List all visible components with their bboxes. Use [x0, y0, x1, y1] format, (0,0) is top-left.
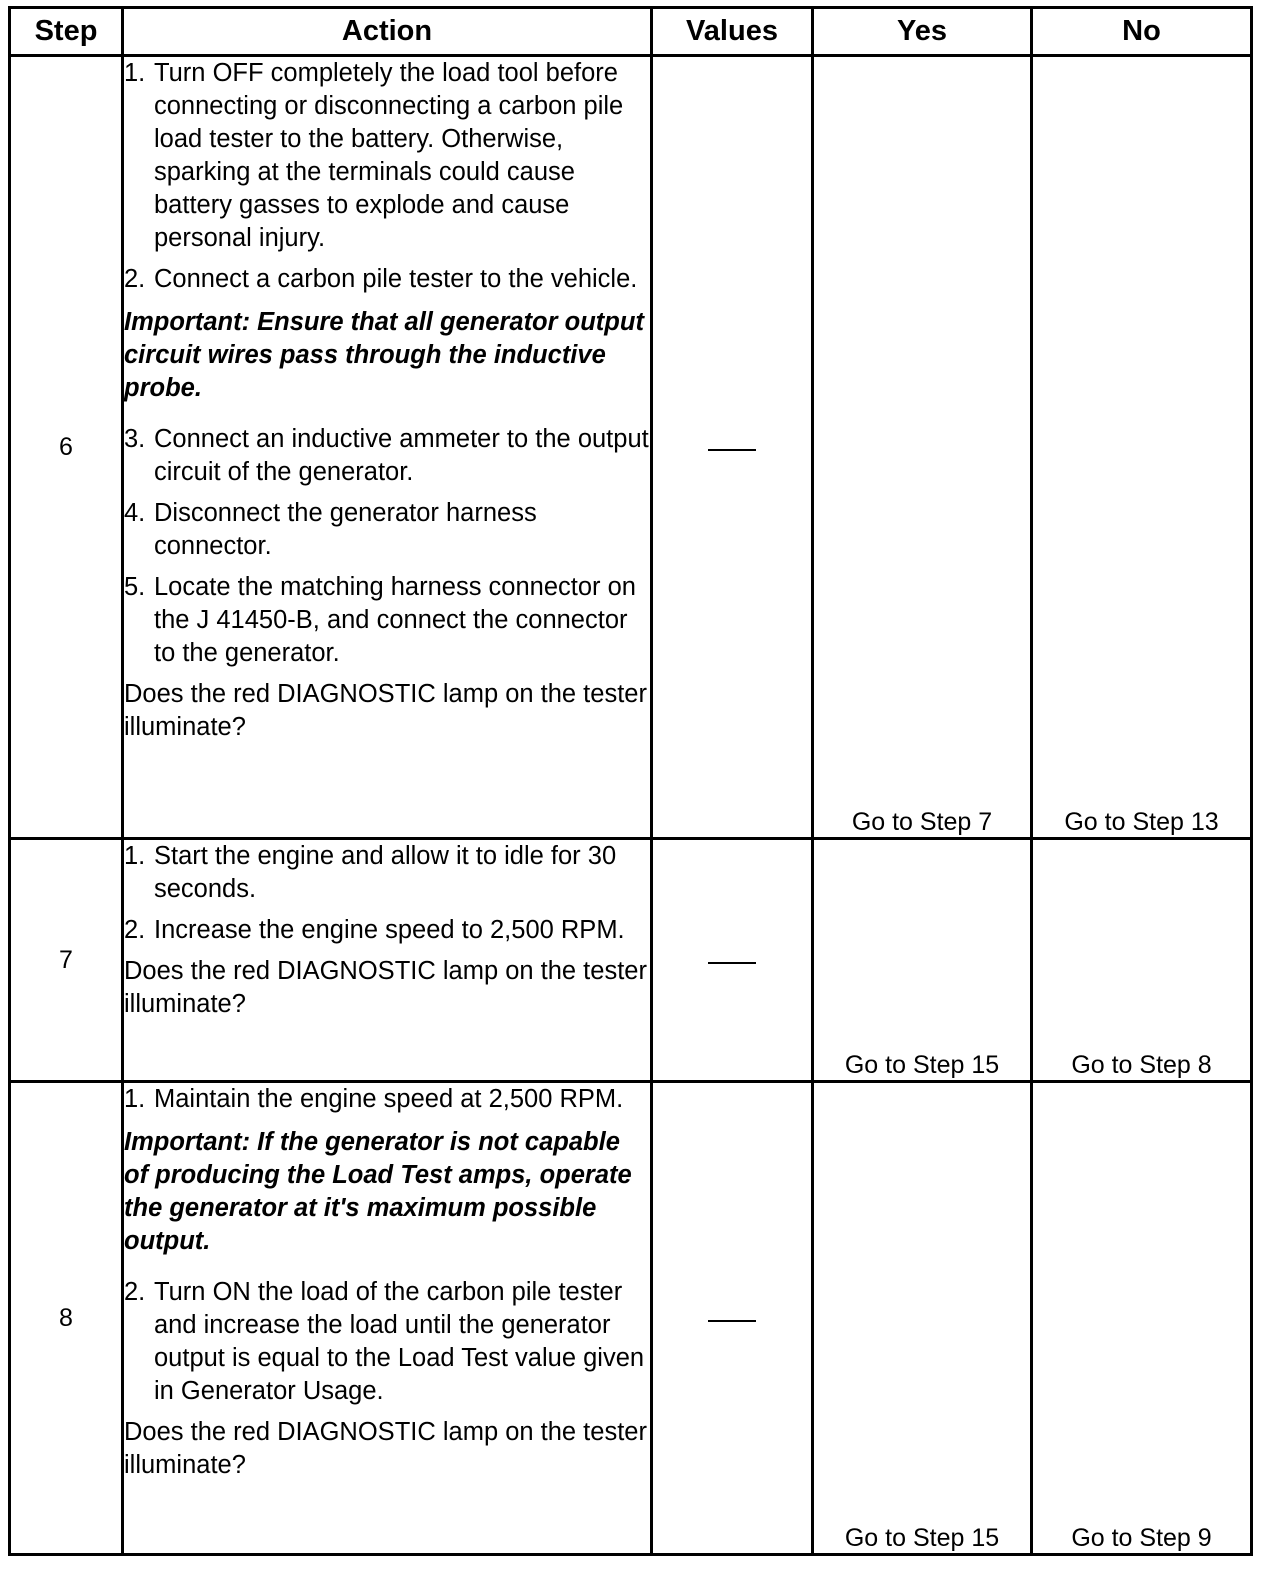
action-item: 1. Start the engine and allow it to idle for 30 seconds. [124, 842, 617, 903]
step-number: 6 [10, 56, 123, 839]
action-item: 2. Connect a carbon pile tester to the vehicle. [124, 265, 638, 293]
action-cell [123, 56, 652, 839]
values-cell [652, 56, 813, 839]
action-item: 1. Turn OFF completely the load tool before connecting or disconnecting a carbon pile load tester to the battery. Otherwise, sparking at the terminals could cause battery gasses to explode and cause personal injury. [124, 59, 624, 252]
action-item: 3. Connect an inductive ammeter to the output circuit of the generator. [124, 425, 649, 486]
dash-mark [708, 449, 756, 451]
header-values: Values [652, 8, 813, 56]
header-yes: Yes [813, 8, 1032, 56]
dash-mark [708, 1320, 756, 1322]
important-note: Important: Ensure that all generator output circuit wires pass through the inductive probe. [124, 308, 644, 402]
diagnostic-table [8, 6, 1253, 1556]
action-item: 5. Locate the matching harness connector on the J 41450-B, and connect the connector to the generator. [124, 573, 636, 667]
header-row [10, 8, 1252, 56]
question-text: Does the red DIAGNOSTIC lamp on the tester illuminate? [124, 957, 647, 1018]
action-list [124, 1276, 650, 1408]
table-row-step-7 [10, 839, 1252, 1082]
table-row-step-6 [10, 56, 1252, 839]
yes-cell: Go to Step 15 [813, 839, 1032, 1082]
action-item: 4. Disconnect the generator harness connector. [124, 499, 537, 560]
question-text: Does the red DIAGNOSTIC lamp on the tester illuminate? [124, 1418, 647, 1479]
action-list [124, 423, 650, 670]
action-item: 2. Increase the engine speed to 2,500 RPM. [124, 916, 625, 944]
step-number: 8 [10, 1082, 123, 1555]
action-list [124, 57, 650, 296]
dash-mark [708, 962, 756, 964]
yes-cell: Go to Step 7 [813, 56, 1032, 839]
action-item: 2. Turn ON the load of the carbon pile tester and increase the load until the generator output is equal to the Load Test value given in Generator Usage. [124, 1278, 645, 1405]
question-text: Does the red DIAGNOSTIC lamp on the tester illuminate? [124, 680, 647, 741]
values-cell [652, 839, 813, 1082]
action-list [124, 840, 650, 947]
no-cell: Go to Step 9 [1032, 1082, 1252, 1555]
no-cell: Go to Step 13 [1032, 56, 1252, 839]
step-number: 7 [10, 839, 123, 1082]
table-row-step-8 [10, 1082, 1252, 1555]
values-cell [652, 1082, 813, 1555]
important-note: Important: If the generator is not capable of producing the Load Test amps, operate the generator at it's maximum possible output. [124, 1128, 632, 1255]
no-cell: Go to Step 8 [1032, 839, 1252, 1082]
header-action: Action [123, 8, 652, 56]
action-cell [123, 839, 652, 1082]
action-item: 1. Maintain the engine speed at 2,500 RPM. [124, 1085, 624, 1113]
header-no: No [1032, 8, 1252, 56]
header-step: Step [10, 8, 123, 56]
action-list [124, 1083, 650, 1116]
yes-cell: Go to Step 15 [813, 1082, 1032, 1555]
action-cell [123, 1082, 652, 1555]
